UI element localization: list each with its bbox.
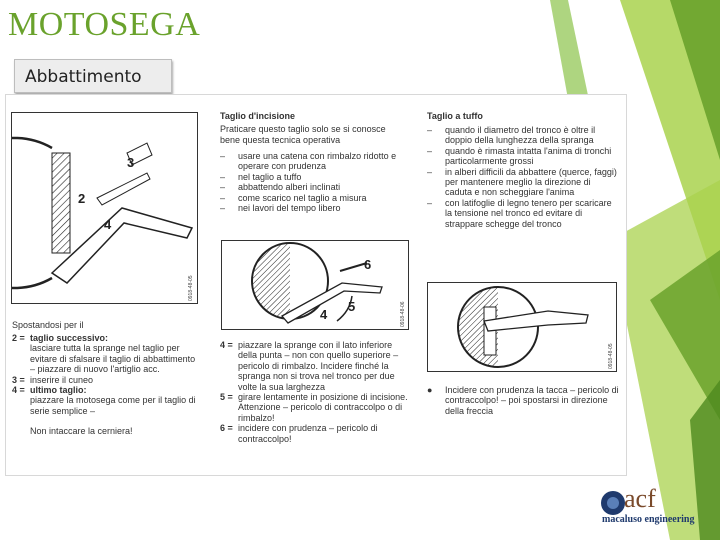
label-4: 4 (320, 307, 328, 322)
company-logo (592, 484, 710, 530)
label-6: 6 (364, 257, 372, 272)
middle-illustration (221, 240, 409, 330)
incisione-intro: Praticare questo taglio solo se si conosce bene questa tecnica operativa (220, 124, 386, 145)
manual-page (5, 94, 627, 476)
tuffo-note: ● Incidere con prudenza la tacca – pericolo di contraccolpo! – poi spostarsi in direzione della freccia (427, 385, 619, 416)
figure-code: 0918-48-06 (400, 301, 406, 327)
logo-company: macaluso engineering (602, 514, 695, 525)
left-illustration (11, 112, 198, 304)
left-steps (12, 333, 202, 437)
note: Non intaccare la cerniera! (30, 426, 133, 437)
right-diagram (428, 283, 616, 371)
middle-diagram (222, 241, 408, 329)
label-3: 3 (127, 155, 135, 170)
step-2: 2 = taglio successivo: lasciare tutta la sprange nel taglio per evitare di sfalsare il taglio di abbattimento – piazzare di nuovo l'artiglio acc. (12, 333, 196, 375)
left-intro: Spostandosi per il (12, 320, 84, 330)
figure-code: 0918-48-05 (188, 275, 194, 301)
section-label: Abbattimento (14, 59, 172, 93)
label-4: 4 (104, 217, 112, 232)
label-2: 2 (78, 191, 86, 206)
label-5: 5 (348, 299, 356, 314)
right-illustration (427, 282, 617, 372)
heading-taglio-tuffo: Taglio a tuffo (427, 111, 483, 121)
step-4: 4 = ultimo taglio: piazzare la motosega come per il taglio di serie semplice – (12, 385, 196, 416)
step-3: 3 = inserire il cuneo (12, 374, 94, 385)
slide-title: MOTOSEGA (8, 6, 201, 43)
heading-taglio-incisione: Taglio d'incisione (220, 111, 295, 121)
logo-brand: acf (624, 484, 656, 513)
incisione-bullets: – usare una catena con rimbalzo ridotto e operare con prudenza – nel taglio a tuffo – abbattendo alberi inclinati – come scarico nel taglio a misura – nei lavori del tempo libero (220, 151, 397, 214)
tuffo-bullets: – quando il diametro del tronco è oltre il doppio della lunghezza della spranga – quando è rimasta intatta l'anima di tronchi particolarmente grossi – in alberi difficili da abbattere (querce, faggi) per mantenere meglio la direzione di caduta e non scheggiare l'anima – con latifoglie di legno tenero per scaricare la tensione nel tronco ed evitare di strappare schegge del tronco (427, 125, 617, 229)
left-diagram (12, 113, 197, 303)
figure-code: 0918-48-05 (608, 343, 614, 369)
incisione-steps: 4 = piazzare la sprange con il lato inferiore della punta – non con quello superiore – pericolo di rimbalzo. Incidere finché la spranga non si trova nel tronco per due volte la sua larghezza 5 = girare lentamente in posizione di incisione. Attenzione – pericolo di contraccolpo o di rimbalzo! 6 = incidere con prudenza – pericolo di contraccolpo! (220, 340, 408, 444)
